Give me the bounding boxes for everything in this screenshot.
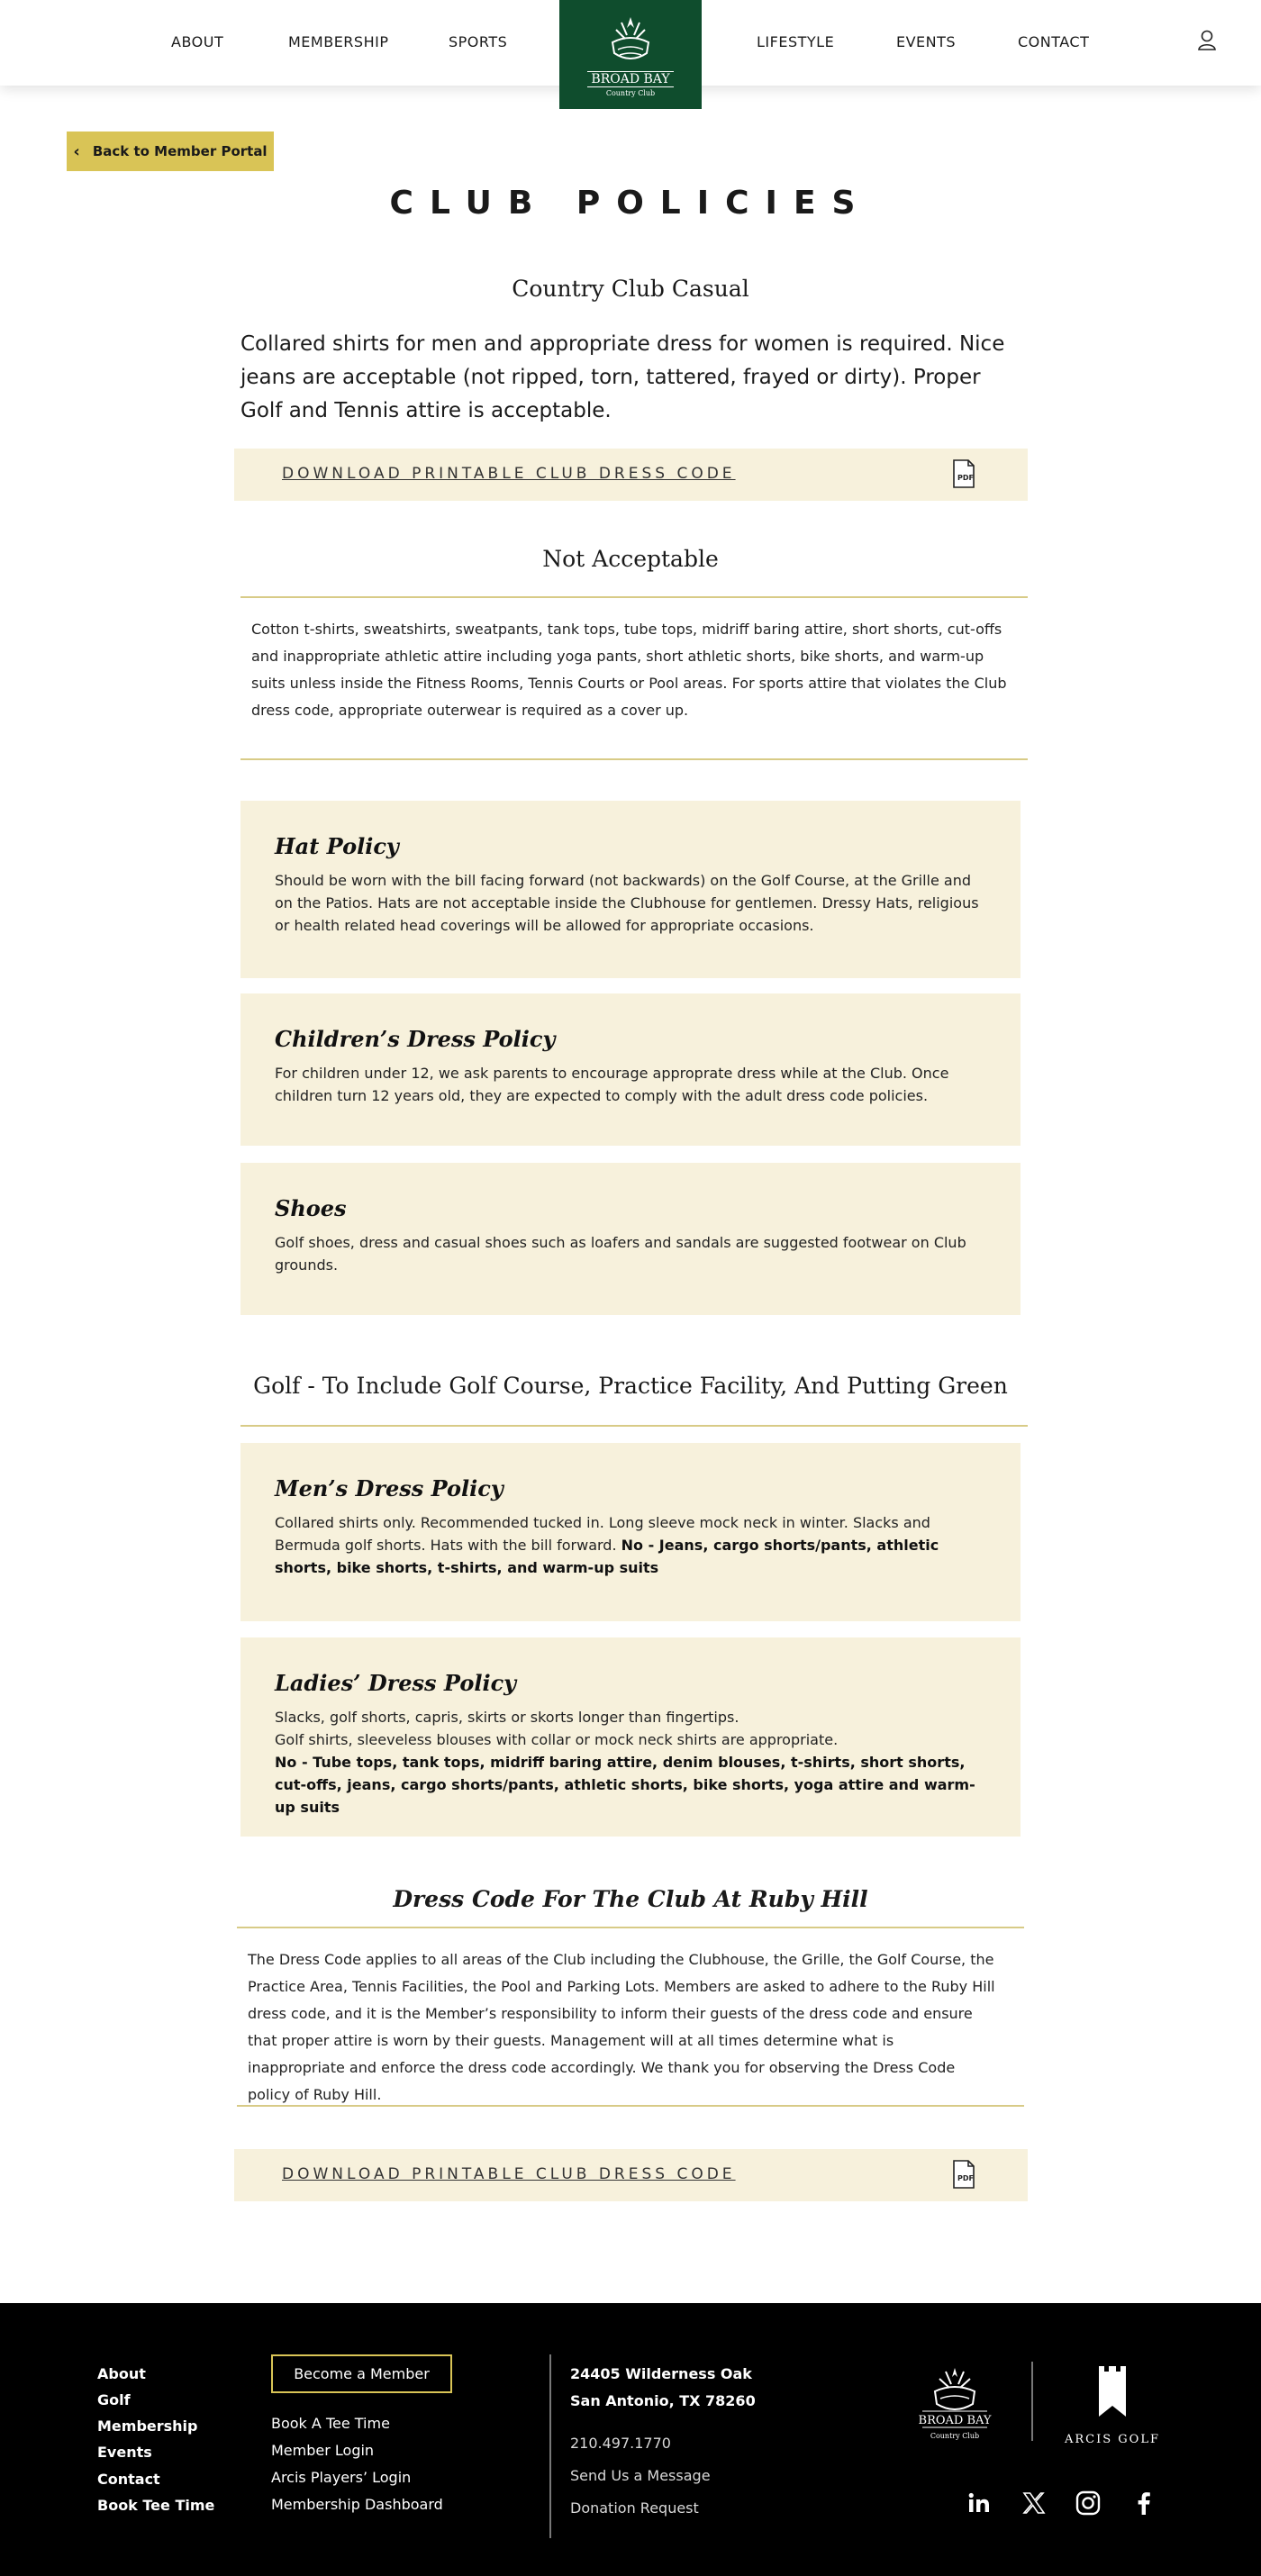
ladies-policy-not-allowed: No - Tube tops, tank tops, midriff baring attire, denim blouses, t-shirts, short shorts, cut-offs, jeans, cargo shorts/pants, athletic shorts, bike shorts, yoga attire and warm-up suits — [275, 1754, 975, 1816]
footer-logo-subtitle: Country Club — [930, 2432, 980, 2440]
instagram-icon[interactable] — [1075, 2490, 1102, 2517]
x-twitter-icon[interactable] — [1021, 2490, 1048, 2517]
download-dress-code-link-bottom[interactable] — [234, 2149, 1028, 2201]
chevron-left-icon: ‹ — [73, 141, 80, 161]
back-button-label: Back to Member Portal — [92, 143, 268, 159]
childrens-policy-title: Children’s Dress Policy — [275, 1026, 556, 1052]
not-acceptable-text: Cotton t-shirts, sweatshirts, sweatpants, tank tops, tube tops, midriff baring attire, short shorts, cut-offs and inappropriate athletic attire including yoga pants, short athletic shorts, bike shorts, and warm-up suits unless inside the Fitness Rooms, Tennis Courts or Pool areas. For sports attire that violates the Club dress code, appropriate outerwear is required as a cover up. — [251, 621, 1007, 719]
user-account-icon[interactable] — [1197, 30, 1217, 51]
divider — [240, 758, 1028, 760]
pdf-icon — [952, 2160, 975, 2192]
nav-sports[interactable]: SPORTS — [449, 33, 508, 50]
footer-link-arcis-players-login[interactable]: Arcis Players’ Login — [271, 2469, 412, 2486]
shoes-policy-card — [240, 1163, 1021, 1315]
linkedin-icon[interactable] — [966, 2490, 993, 2517]
svg-text:PDF: PDF — [957, 474, 974, 482]
mens-policy-title: Men’s Dress Policy — [275, 1475, 503, 1501]
ladies-policy-line2: Golf shirts, sleeveless blouses with collar or mock neck shirts are appropriate. — [275, 1731, 839, 1748]
logo-subtitle: Country Club — [605, 89, 656, 97]
phone-link[interactable]: 210.497.1770 — [570, 2435, 671, 2452]
mens-policy-text — [275, 1511, 986, 1579]
nav-events[interactable]: EVENTS — [896, 33, 957, 50]
footer-link-about[interactable]: About — [97, 2365, 146, 2382]
mens-policy-not-allowed: No - Jeans, cargo shorts/pants, athletic shorts, bike shorts, t-shirts, and warm-up suits — [275, 1537, 939, 1576]
casual-text: Collared shirts for men and appropriate dress for women is required. Nice jeans are acceptable (not ripped, torn, tattered, frayed or dirty). Proper Golf and Tennis attire is acceptable. — [240, 332, 1005, 422]
ladies-policy-text — [275, 1706, 986, 1819]
svg-text:PDF: PDF — [957, 2174, 974, 2182]
footer-logo-name: BROAD BAY — [918, 2414, 992, 2427]
footer-logo-divider — [1031, 2362, 1033, 2441]
footer-link-events[interactable]: Events — [97, 2444, 152, 2461]
golf-heading: Golf - To Include Golf Course, Practice Facility, And Putting Green — [253, 1373, 1008, 1399]
download-label: DOWNLOAD PRINTABLE CLUB DRESS CODE — [282, 465, 736, 483]
address-line1: 24405 Wilderness Oak — [570, 2365, 752, 2382]
not-acceptable-heading: Not Acceptable — [542, 546, 719, 572]
footer-link-book-a-tee-time[interactable]: Book A Tee Time — [271, 2415, 390, 2432]
nav-contact[interactable]: CONTACT — [1018, 33, 1090, 50]
download-dress-code-link-top[interactable] — [234, 449, 1028, 501]
hat-policy-card — [240, 801, 1021, 978]
footer-link-member-login[interactable]: Member Login — [271, 2442, 375, 2459]
donation-request-link[interactable]: Donation Request — [570, 2499, 699, 2517]
childrens-policy-text: For children under 12, we ask parents to encourage approprate dress while at the Club. Once children turn 12 years old, they are expected to comply with the adult dress code policies. — [275, 1065, 949, 1104]
logo-name: BROAD BAY — [587, 71, 673, 87]
become-member-button[interactable]: Become a Member — [271, 2354, 452, 2393]
divider — [240, 596, 1028, 598]
address-line2: San Antonio, TX 78260 — [570, 2392, 756, 2409]
send-message-link[interactable]: Send Us a Message — [570, 2467, 711, 2484]
footer-link-membership[interactable]: Membership — [97, 2417, 198, 2435]
hat-policy-text: Should be worn with the bill facing forward (not backwards) on the Golf Course, at the Grille and on the Patios. Hats are not acceptable inside the Clubhouse for gentlemen. Dressy Hats, religious or health related head coverings will be allowed for appropriate occasions. — [275, 872, 979, 934]
ladies-policy-title: Ladies’ Dress Policy — [275, 1670, 517, 1696]
download-label: DOWNLOAD PRINTABLE CLUB DRESS CODE — [282, 2165, 736, 2183]
club-logo[interactable] — [559, 0, 702, 109]
shoes-title: Shoes — [275, 1195, 347, 1221]
footer-link-book-tee-time[interactable]: Book Tee Time — [97, 2497, 215, 2514]
nav-lifestyle[interactable]: LIFESTYLE — [757, 33, 835, 50]
footer-divider — [549, 2354, 551, 2538]
childrens-dress-policy-card — [240, 993, 1021, 1146]
broad-bay-footer-logo[interactable] — [910, 2363, 1000, 2444]
pdf-icon — [952, 459, 975, 492]
footer-link-golf[interactable]: Golf — [97, 2391, 131, 2408]
shoes-text: Golf shoes, dress and casual shoes such as loafers and sandals are suggested footwear on Club grounds. — [275, 1234, 966, 1274]
footer-link-contact[interactable]: Contact — [97, 2471, 160, 2488]
ladies-policy-line1: Slacks, golf shorts, capris, skirts or skorts longer than fingertips. — [275, 1709, 739, 1726]
casual-heading: Country Club Casual — [512, 276, 749, 302]
arcis-golf-logo[interactable] — [1063, 2363, 1162, 2453]
facebook-icon[interactable] — [1130, 2490, 1157, 2517]
hat-policy-title: Hat Policy — [275, 833, 399, 859]
mens-dress-policy-card — [240, 1443, 1021, 1621]
nav-about[interactable]: ABOUT — [171, 33, 224, 50]
divider — [240, 1425, 1028, 1427]
divider — [237, 1927, 1024, 1928]
back-to-member-portal-button[interactable] — [67, 132, 274, 171]
ruby-hill-heading: Dress Code For The Club At Ruby Hill — [393, 1886, 868, 1912]
mens-policy-description: Collared shirts only. Recommended tucked in. Long sleeve mock neck in winter. Slacks and Bermuda golf shorts. Hats with the bill forward. — [275, 1514, 930, 1554]
ladies-dress-policy-card — [240, 1637, 1021, 1837]
footer-link-membership-dashboard[interactable]: Membership Dashboard — [271, 2496, 443, 2513]
divider — [237, 2105, 1024, 2107]
page-title: CLUB POLICIES — [389, 185, 872, 222]
site-footer — [0, 2303, 1261, 2576]
nav-membership[interactable]: MEMBERSHIP — [288, 33, 389, 50]
ruby-hill-text: The Dress Code applies to all areas of the Club including the Clubhouse, the Grille, the Golf Course, the Practice Area, Tennis Facilities, the Pool and Parking Lots. Members are asked to adhere to the Ruby Hill dress code, and it is the Member’s responsibility to inform their guests of the dress code and ensure that proper attire is worn by their guests. Management will at all times determine what is inappropriate and enforce the dress code accordingly. We thank you for observing the Dress Code policy of Ruby Hill. — [248, 1951, 995, 2103]
arcis-golf-label: ARCIS GOLF — [1065, 2433, 1160, 2446]
